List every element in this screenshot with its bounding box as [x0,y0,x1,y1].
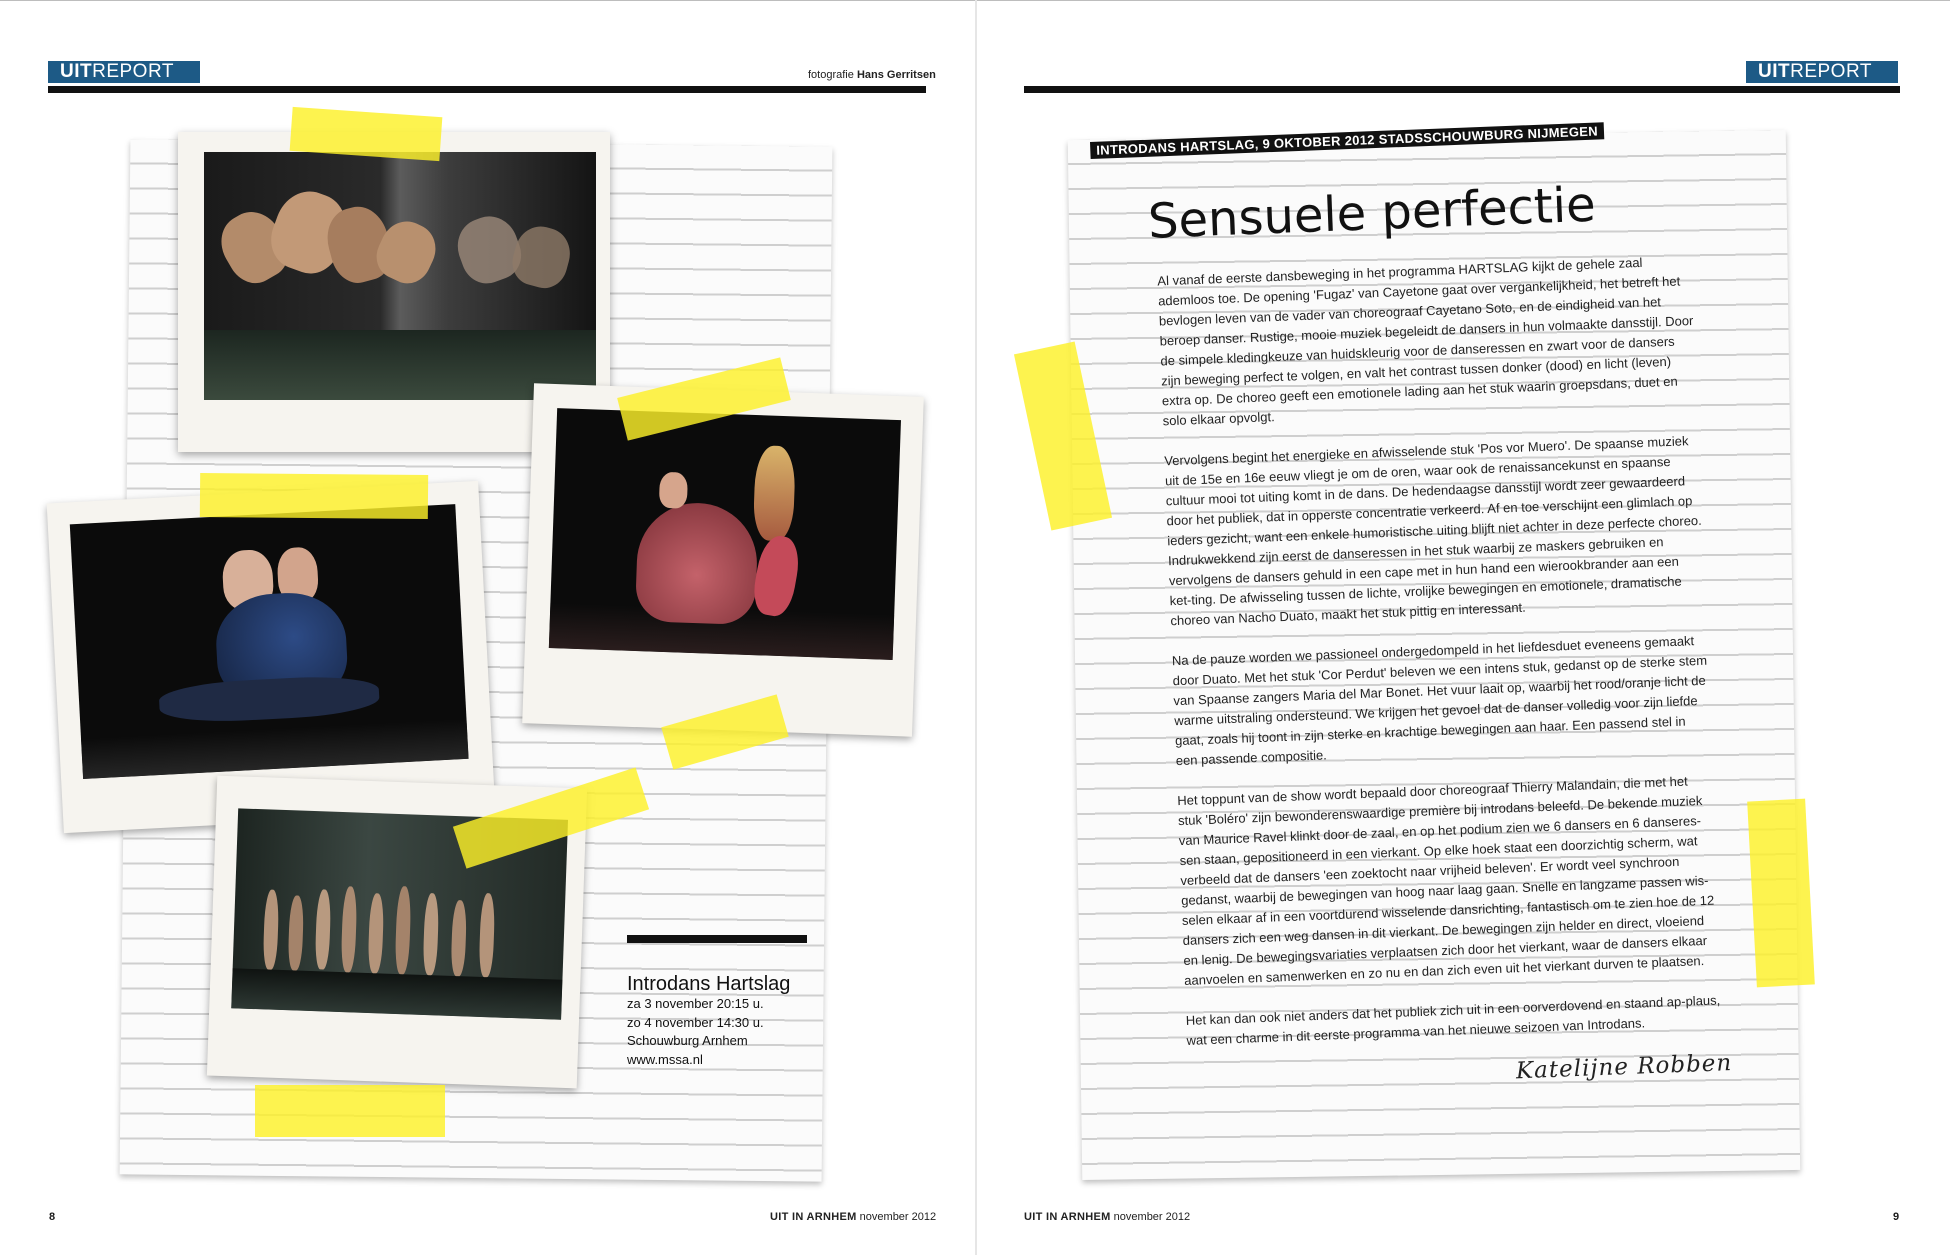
event-line-url: www.mssa.nl [627,1051,703,1067]
photo-cor-perdut [70,504,469,779]
article-paragraph-4: Het toppunt van de show wordt bepaald door choreograaf Thierry Malandain, die met het stuk 'Boléro' zijn bewonderenswaardige première bij introdans beleefd. De bekende muziek van Maurice Ravel klinkt door de zaal, en op het podium zien we 6 dansers en 6 danseres-sen staan, gepositioneerd in een vierkant. Op elke hoek staat een doorzichtig scherm, wat verbeeld dat de dansers 'een zoektocht naar vrijheid beleven'. Er wordt veel synchroon gedanst, waarbij de bewegingen van hoog naar laag gaan. Snelle en langzame passen wis-selen elkaar af in een voortdurend wisselende dansrichting, fantastisch om te zien hoe de 12 dansers zich een weg dansen in dit vierkant. De bewegingen zijn helder en direct, vloeiend en lenig. De bewegingsvariaties verplaatsen zich door het vierkant, waar de dansers elkaar aanvoelen en samenwerken en zo nu en dan zich even uit het vierkant durven te plaatsen. [1177,773,1715,988]
article-paragraph-3: Na de pauze worden we passioneel ondergedompeld in het liefdesduet eveneens gemaakt door Duato. Met het stuk 'Cor Perdut' beleven we een intens stuk, gedanst op de sterke stem van Spaanse zangers Maria del Mar Bonet. Het vuur laait op, waarbij het rood/oranje licht de warme uitstraling ondersteund. We krijgen het gevoel dat de danser volledig voor zijn liefde gaat, zoals hij toont in zijn sterke en krachtige bewegingen aan haar. Een passend stel in een passende compositie. [1171,633,1708,769]
photo-pos-vor-muero [549,408,901,660]
footer-brand-left: UIT IN ARNHEM [770,1211,857,1223]
header-rule-right [1024,86,1900,93]
event-title: Introdans Hartslag [627,973,791,995]
article-body [1157,251,1722,1051]
footer-left [770,1211,936,1223]
credit-label: fotografie [808,69,854,81]
article-paragraph-5: Het kan dan ook niet anders dat het publiek zich uit in een oorverdovend en staand ap-plaus, wat een charme in dit eerste programma van het nieuwe seizoen van Introdans. [1185,992,1721,1048]
article-paragraph-1: Al vanaf de eerste dansbeweging in het programma HARTSLAG kijkt de gehele zaal ademloos toe. De opening 'Fugaz' van Cayetone gaat over vergankelijkheid, het betreft het bevlogen leven van de vader van choreograaf Cayetano Soto, en de eindigheid van het beroep danser. Rustige, mooie muziek begeleidt de dansers in hun volmaakte dansstijl. Door de simpele kledingkeuze van huidskleurig voor de danseressen en zwart voor de dansers zijn beweging perfect te volgen, en valt het contrast tussen donker (dood) en licht (leven) extra op. De choreo geeft een emotionele lading aan het stuk waarin groepsdans, duet en solo elkaar opvolgt. [1157,254,1694,429]
photo-fugaz [204,152,596,400]
event-line-date-2: zo 4 november 14:30 u. [627,1014,764,1030]
footer-right [1024,1211,1190,1223]
event-info-rule [627,935,807,943]
tape-photo-3 [200,473,428,519]
header-rule-left [48,86,926,93]
section-tag-left [48,61,200,83]
author-signature: Katelijne Robben [1515,1050,1733,1085]
page-number-left: 8 [49,1211,56,1223]
page-gutter [975,0,977,1255]
section-tag-rest: REPORT [92,61,174,82]
section-tag-right [1746,61,1898,83]
page-number-right: 9 [1893,1211,1900,1223]
event-info-box [627,935,807,1069]
footer-brand-right: UIT IN ARNHEM [1024,1211,1111,1223]
credit-name: Hans Gerritsen [856,69,936,81]
photo-credit [808,69,936,81]
tape-photo-4-bottom [255,1085,445,1137]
article-paragraph-2: Vervolgens begint het energieke en afwisselende stuk 'Pos vor Muero'. De spaanse muziek uit de 15e en 16e eeuw vliegt je om de oren, waar ook de renaissancekunst en spaanse cultuur mooi tot uiting komt in de dans. De hedendaagse dansstijl wordt zeer gewaardeerd door het publiek, dat in opperste concentratie verkeerd. Af en toe verschijnt een glimlach op ieders gezicht, want een enkele humoristische uiting blijft niet achter in deze perfecte choreo. Indrukwekkend zijn eerst de danseressen in het stuk waarbij ze maskers gebruiken en vervolgens de dansers gehuld in een cape met in hun hand een wierookbrander aan een ket-ting. De afwisseling tussen de lichte, vrolijke bewegingen en emotionele, dramatische choreo van Nacho Duato, maakt het stuk pittig en interessant. [1164,433,1703,629]
event-line-venue: Schouwburg Arnhem [627,1033,748,1048]
section-tag-bold: UIT [1758,61,1791,82]
article [1090,116,1816,1100]
article-headline: Sensuele perfectie [1147,176,1597,250]
footer-date-left: november 2012 [859,1211,937,1223]
page-top-edge-left [0,0,975,1]
footer-date-right: november 2012 [1113,1211,1191,1223]
section-tag-bold: UIT [60,61,93,82]
article-kicker: INTRODANS HARTSLAG, 9 OKTOBER 2012 STADSSCHOUWBURG NIJMEGEN [1090,122,1604,159]
polaroid-duet-red [522,383,924,736]
event-line-date-1: za 3 november 20:15 u. [627,996,764,1011]
section-tag-rest: REPORT [1790,61,1872,82]
page-top-edge-right [977,0,1950,1]
